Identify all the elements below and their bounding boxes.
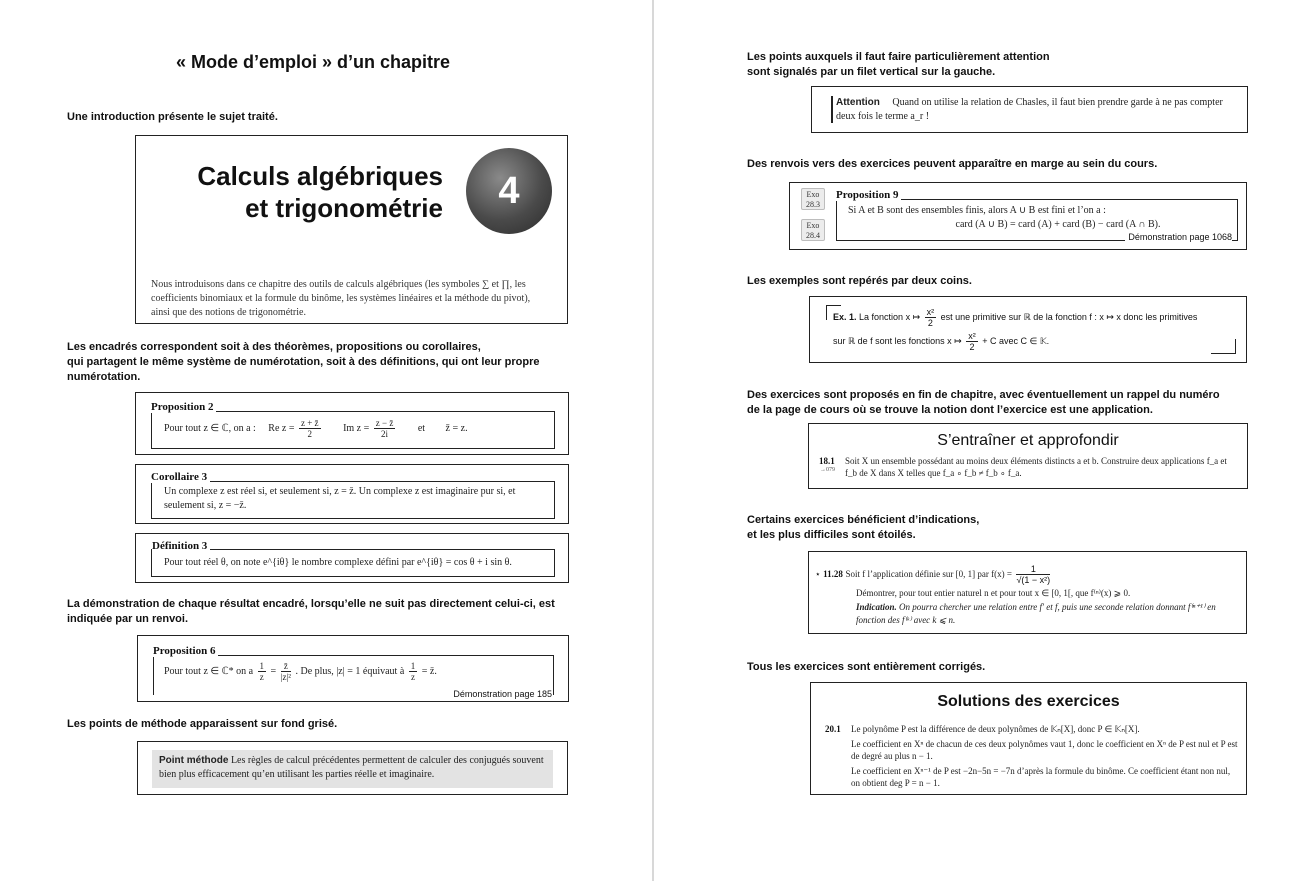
exercise-11-28-text: Démontrer, pour tout entier naturel n et pour tout x ∈ [0, 1[, que f⁽ⁿ⁾(x) ⩾ 0. Indication. On pourra chercher une relation entre f′ et f, puis une seconde relation donnant f⁽ⁿ⁺¹⁾ en fonction des f⁽ᵏ⁾ avec k ⩽ n. (856, 588, 1216, 625)
intro-caption: Une introduction présente le sujet traité. (67, 111, 278, 123)
proposition-6-box (137, 635, 569, 702)
examples-caption: Les exemples sont repérés par deux coins. (747, 275, 972, 287)
entrainer-box (808, 423, 1248, 489)
chapter-intro-text: Nous introduisons dans ce chapitre des outils de calculs algébriques (les symboles ∑ et ∏, les coefficients binomiaux et la formule du binôme, les systèmes linéaires et la méthode du pivot), ainsi que des notions de trigonométrie. (151, 279, 531, 318)
exo-link-28-3[interactable]: Exo 28.3 (801, 188, 825, 210)
exercises-caption: Des exercices sont proposés en fin de chapitre, avec éventuellement un rappel du numéro de la page de cours où se trouve la notion dont l’exercice est une application. (747, 389, 1220, 416)
proposition-2-box (135, 392, 569, 455)
chapter-intro-box (135, 135, 568, 324)
definition-3-box (135, 533, 569, 583)
solutions-heading: Solutions des exercices (937, 693, 1120, 710)
solutions-caption: Tous les exercices sont entièrement corrigés. (747, 661, 986, 673)
definition-3-text: Pour tout réel θ, on note e^{iθ} le nombre complexe défini par e^{iθ} = cos θ + i sin θ. (164, 557, 512, 568)
entrainer-text: Soit X un ensemble possédant au moins deux éléments distincts a et b. Construire deux applications f_a et f_b de X dans X telles que f_a ∘ f_b ≠ f_b ∘ f_a. (845, 456, 1227, 478)
boxes-caption: Les encadrés correspondent soit à des théorèmes, propositions ou corollaires, qui partagent le même système de numérotation, soit à des définitions, qui ont leur propre numérotation. (67, 341, 540, 383)
method-text: Point méthode Les règles de calcul précédentes permettent de calculer des conjugués souvent bien plus efficacement qu’en utilisant les parties réelle et imaginaire. (159, 755, 544, 780)
proposition-2-title: Proposition 2 (151, 401, 216, 413)
proposition-6-demo-link[interactable]: Démonstration page 185 (450, 689, 552, 699)
entrainer-page-ref[interactable]: →079 (820, 467, 835, 473)
attention-text: Attention Quand on utilise la relation de Chasles, il faut bien prendre garde à ne pas compter deux fois le terme a_r ! (836, 97, 1223, 122)
renvoi-caption: Des renvois vers des exercices peuvent apparaître en marge au sein du cours. (747, 158, 1158, 170)
chapter-title-line1: Calculs algébriques (197, 161, 443, 191)
example-box (809, 296, 1247, 363)
exercise-11-28-box (808, 551, 1247, 634)
method-box (137, 741, 568, 795)
example-text: Ex. 1. La fonction x ↦ $\frac{\text{x²}}{2}$ est une primitive sur ℝ de la fonction f : x ↦ x donc les primitives sur ℝ de f sont les fonctions x ↦ $\frac{\text{x²}}{2}$ + C avec C ∈ 𝕂. (833, 307, 1198, 352)
chapter-number-badge: 4 (466, 148, 552, 234)
proposition-6-title: Proposition 6 (153, 645, 218, 657)
indications-caption: Certains exercices bénéficient d’indications, et les plus difficiles sont étoilés. (747, 514, 980, 541)
indication-label: Indication. (856, 602, 897, 612)
exo-link-28-4[interactable]: Exo 28.4 (801, 219, 825, 241)
exercise-11-28-heading: ⋆ 11.28 Soit f l’application définie sur [0, 1] par f(x) = $\frac{1}{\text{√(1 − x²)}}$ (815, 564, 1051, 585)
chapter-title-line2: et trigonométrie (245, 193, 443, 223)
solutions-box (810, 682, 1247, 795)
corollaire-3-text: Un complexe z est réel si, et seulement si, z = z̄. Un complexe z est imaginaire pur si, et seulement si, z = −z̄. (164, 486, 516, 511)
attention-vertical-rule (831, 96, 833, 123)
corollaire-3-box (135, 464, 569, 524)
page-divider (652, 0, 654, 881)
definition-3-title: Définition 3 (152, 540, 210, 552)
proposition-6-text: Pour tout z ∈ ℂ* on a $\frac{1}{z}$ = $\frac{z̄}{\text{|z|²}}$ . De plus, |z| = 1 équivaut à $\frac{1}{z}$ = z̄. (164, 661, 437, 682)
corollaire-3-title: Corollaire 3 (151, 471, 210, 483)
entrainer-exercise-number: 18.1 (819, 456, 835, 466)
proposition-2-text: Pour tout z ∈ ℂ, on a : Re z = $\frac{z + z̄}{2}$ Im z = $\frac{z - z̄}{2i}$ et z̄̄ = z. (164, 418, 468, 439)
attention-caption: Les points auxquels il faut faire particulièrement attention sont signalés par un filet vertical sur la gauche. (747, 51, 1050, 78)
proposition-9-demo-link[interactable]: Démonstration page 1068 (1125, 232, 1232, 242)
demo-caption: La démonstration de chaque résultat encadré, lorsqu’elle ne suit pas directement celui-ci, est indiquée par un renvoi. (67, 598, 555, 625)
attention-box (811, 86, 1248, 133)
solution-number: 20.1 (825, 724, 841, 734)
method-caption: Les points de méthode apparaissent sur fond grisé. (67, 718, 338, 730)
solution-text: Le polynôme P est la différence de deux polynômes de 𝕂ₙ[X], donc P ∈ 𝕂ₙ[X]. Le coefficient en Xⁿ de chacun de ces deux polynômes vaut 1, donc le coefficient en Xⁿ de P est nul et P est de degré au plus n − 1. Le coefficient en Xⁿ⁻¹ de P est −2n−5n = −7n d’après la formule du binôme. Ce coefficient étant non nul, on obtient deg P = n − 1. (851, 724, 1238, 788)
proposition-9-text: Si A et B sont des ensembles finis, alors A ∪ B est fini et l’on a : card (A ∪ B) = card (A) + card (B) − card (A ∩ B). (848, 205, 1161, 230)
proposition-9-box (789, 182, 1247, 250)
proposition-9-title: Proposition 9 (836, 189, 901, 201)
page-title: « Mode d’emploi » d’un chapitre (175, 52, 451, 72)
entrainer-heading: S’entraîner et approfondir (937, 432, 1119, 449)
